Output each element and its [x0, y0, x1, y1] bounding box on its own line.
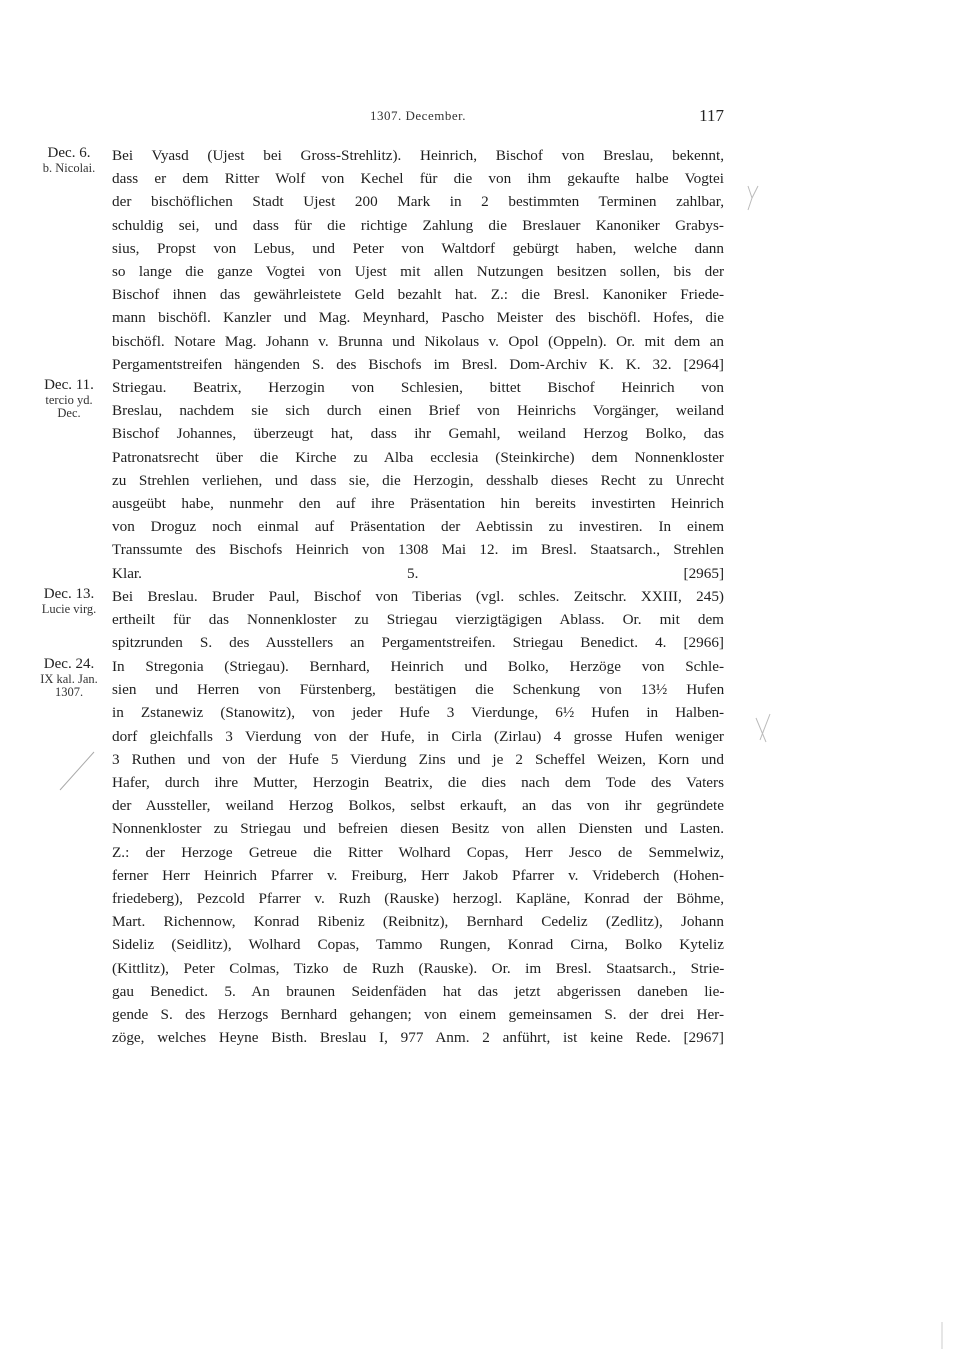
text-line: in Zstanewiz (Stanowitz), von jeder Hufe 3 Vierdunge, 6½ Hufen in Halben-: [112, 704, 724, 722]
margin-feast: tercio yd.: [45, 393, 93, 407]
page-header: [112, 108, 724, 130]
margin-feast: Lucie virg.: [41, 602, 97, 616]
margin-date: Dec. 6.: [47, 145, 91, 161]
text-line: von Droguz noch einmal auf Präsentation der Aebtissin zu investiren. In einem: [112, 518, 724, 536]
text-line: bischöfl. Notare Mag. Johann v. Brunna und Nikolaus v. Opol (Oppeln). Or. mit dem an: [112, 332, 724, 350]
page-number: 117: [699, 106, 724, 125]
text-line: ausgeübt habe, nunmehr den auf ihre Präsentation hin bereits investirten Heinrich: [112, 495, 724, 513]
text-line: Bischof Johannes, überzeugt hat, dass ihr Gemahl, weiland Herzog Bolko, das: [112, 425, 724, 443]
text-line: Pergamentstreifen hängenden S. des Bischofs im Bresl. Dom-Archiv K. K. 32. [2964]: [112, 355, 724, 373]
text-line: Bei Vyasd (Ujest bei Gross-Strehlitz). Heinrich, Bischof von Breslau, bekennt,: [112, 147, 724, 164]
margin-date: Dec. 13.: [43, 586, 95, 602]
text-line: Bischof ihnen das gewährleistete Geld bezahlt hat. Z.: die Bresl. Kanoniker Friede-: [112, 286, 724, 304]
text-line: (Kittlitz), Peter Colmas, Tizko de Ruzh (Rauske). Or. im Bresl. Staatsarch., Strie-: [112, 959, 724, 977]
text-line: ferner Herr Heinrich Pfarrer v. Freiburg, Herr Jakob Pfarrer v. Vrideberch (Hohen-: [112, 866, 724, 884]
margin-date: Dec. 24.: [43, 656, 95, 672]
text-line: so lange die ganze Vogtei von Ujest mit allen Nutzungen besitzen sollen, bis der: [112, 263, 724, 281]
text-line: Mart. Richennow, Konrad Ribeniz (Reibnitz), Bernhard Cedeliz (Zedlitz), Johann: [112, 913, 724, 931]
text-line: gende S. des Herzogs Bernhard gehangen; von einem gemeinsamen S. der drei Her-: [112, 1006, 724, 1024]
text-line: schuldig sei, und dass für die richtige Zahlung die Breslauer Kanoniker Grabys-: [112, 216, 724, 234]
text-line: friedeberg), Pezcold Pfarrer v. Ruzh (Rauske) herzogl. Kapläne, Konrad der Böhme,: [112, 890, 724, 908]
text-line: zöge, welches Heyne Bisth. Breslau I, 977 Anm. 2 anführt, ist keine Rede. [2967]: [112, 1029, 724, 1047]
text-line: der bischöflichen Stadt Ujest 200 Mark in 2 bestimmten Terminen zahlbar,: [112, 193, 724, 211]
text-line: spitzrunden S. des Ausstellers an Pergamentstreifen. Striegau Benedict. 4. [2966]: [112, 634, 724, 652]
margin-feast: b. Nicolai.: [42, 161, 96, 175]
text-line: 3 Ruthen und von der Hufe 5 Vierdung Zins und je 2 Scheffel Weizen, Korn und: [112, 750, 724, 768]
text-line: Breslau, nachdem sie sich durch einen Brief von Heinrichs Vorgänger, weiland: [112, 402, 724, 420]
text-line: sien und Herren von Fürstenberg, bestätigen die Schenkung von 13½ Hufen: [112, 681, 724, 699]
text-line: Striegau. Beatrix, Herzogin von Schlesien, bittet Bischof Heinrich von: [112, 379, 724, 396]
text-line: gau Benedict. 5. An braunen Seidenfäden hat das jetzt abgerissen daneben lie-: [112, 982, 724, 1000]
entry-text: [112, 585, 724, 655]
margin-date: Dec. 11.: [44, 377, 94, 393]
text-line: dass er dem Ritter Wolf von Kechel für die von ihm gekaufte halbe Vogtei: [112, 170, 724, 188]
margin-date-note: [30, 585, 108, 616]
text-line: Bei Breslau. Bruder Paul, Bischof von Tiberias (vgl. schles. Zeitschr. XXIII, 245): [112, 588, 724, 605]
margin-date-note: [30, 376, 108, 420]
entry-text: [112, 376, 724, 585]
text-line: zu Strehlen verliehen, und dass sie, die Herzogin, desshalb dieses Recht zu Unrecht: [112, 471, 724, 489]
entry-text: [112, 655, 724, 1049]
text-line: Patronatsrecht über die Kirche zu Alba ecclesia (Steinkirche) dem Nonnenkloster: [112, 448, 724, 466]
text-line: dorf gleichfalls 3 Vierdung von der Hufe, in Cirla (Zirlau) 4 grosse Hufen weniger: [112, 727, 724, 745]
text-line: ertheilt für das Nonnenkloster zu Striegau vierzigtägigen Ablass. Or. mit dem: [112, 611, 724, 629]
margin-feast: IX kal. Jan.: [40, 672, 98, 686]
text-line: mann bischöfl. Kanzler und Mag. Meynhard, Pascho Meister des bischöfl. Hofes, die: [112, 309, 724, 327]
text-line: In Stregonia (Striegau). Bernhard, Heinrich und Bolko, Herzöge von Schle-: [112, 658, 724, 675]
margin-date-note: [30, 655, 108, 699]
text-line: Transsumte des Bischofs Heinrich von 1308 Mai 12. im Bresl. Staatsarch., Strehlen: [112, 541, 724, 559]
text-line: Z.: der Herzoge Getreue die Ritter Wolhard Copas, Herr Jesco de Semmelwiz,: [112, 843, 724, 861]
text-line: Hafer, durch ihre Mutter, Herzogin Beatrix, die dies nach dem Tode des Vaters: [112, 774, 724, 792]
text-line: sius, Propst von Lebus, und Peter von Waltdorf gebürgt haben, welche dann: [112, 239, 724, 257]
entry-text: [112, 144, 724, 376]
text-line: der Aussteller, weiland Herzog Bolkos, selbst erkauft, an das von ihr gegründete: [112, 797, 724, 815]
margin-feast-cont: Dec.: [57, 406, 81, 420]
text-line: Sideliz (Seidlitz), Wolhard Copas, Tammo Rungen, Konrad Cirna, Bolko Kyteliz: [112, 936, 724, 954]
running-title: 1307. December.: [370, 108, 466, 123]
text-line: Nonnenkloster zu Striegau und befreien diesen Besitz von allen Diensten und Lasten.: [112, 820, 724, 838]
text-line: Klar. 5. [2965]: [112, 564, 724, 582]
margin-date-note: [30, 144, 108, 175]
margin-year: 1307.: [54, 685, 84, 699]
